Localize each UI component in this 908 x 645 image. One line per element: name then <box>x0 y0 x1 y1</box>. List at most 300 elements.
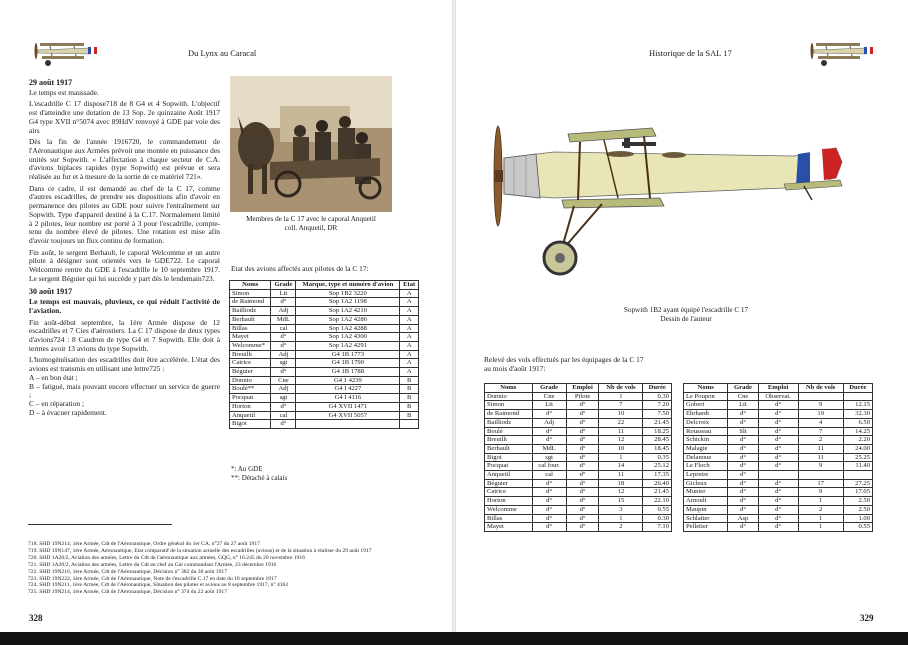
table-cell: 10 <box>599 444 643 453</box>
table-cell: Béguier <box>230 368 271 377</box>
squadron-photo <box>230 76 392 212</box>
table-row <box>230 385 419 394</box>
table-cell: Pilote <box>566 392 599 401</box>
flights-table-pilots <box>484 383 672 532</box>
table-cell: Anquetil <box>485 471 533 480</box>
table-row <box>485 488 672 497</box>
table-cell: 17.35 <box>643 471 672 480</box>
table-cell: A <box>400 298 419 307</box>
table-cell: Bigot <box>230 420 271 429</box>
table-cell: 22 <box>599 418 643 427</box>
table-cell: d° <box>758 418 798 427</box>
table-cell: Pocquat <box>485 462 533 471</box>
table-row <box>485 471 672 480</box>
table-row <box>485 418 672 427</box>
biplane-logo-icon <box>30 38 102 68</box>
table-cell: Slt <box>728 427 758 436</box>
table-row <box>684 488 873 497</box>
table-cell: d° <box>566 401 599 410</box>
table-note: *: Au GDE <box>231 465 263 473</box>
table-row <box>485 497 672 506</box>
table-cell: d° <box>532 479 566 488</box>
footnote: 720. SHD 1A20/2, Aviation des armées, Lettre du Cdt de l'aéronautique aux armées, GQG, n° 16.245 du 20 novembre 1916 <box>28 554 306 561</box>
table-row <box>684 462 873 471</box>
table-cell: Le Floch <box>684 462 728 471</box>
table-cell <box>843 392 872 401</box>
table-cell: 6.50 <box>843 418 872 427</box>
table-cell: Sop 1A2 4288 <box>296 324 400 333</box>
table-row <box>485 392 672 401</box>
table-cell: Arnoult <box>684 497 728 506</box>
table-cell: d° <box>728 444 758 453</box>
footnotes <box>28 541 428 596</box>
table-cell: A <box>400 341 419 350</box>
column-header: Durée <box>843 384 872 393</box>
table-cell: A <box>400 324 419 333</box>
table-cell: Gicleux <box>684 479 728 488</box>
table-cell: d° <box>532 410 566 419</box>
state-legend-item: B – fatigué, mais pouvant encore effectuer un service de guerre ; <box>29 381 220 400</box>
table-cell: d° <box>566 488 599 497</box>
table-cell: Breuilh <box>485 436 533 445</box>
table-cell: Ltt <box>532 401 566 410</box>
table-cell: 18 <box>599 479 643 488</box>
table-cell: Observat. <box>758 392 798 401</box>
table-cell: 1 <box>599 392 643 401</box>
table-cell: Sop 1A2 1198 <box>296 298 400 307</box>
table-cell: d° <box>728 418 758 427</box>
table-cell: d° <box>758 523 798 532</box>
table-cell: Sop 1A2 4286 <box>296 315 400 324</box>
table-row <box>230 359 419 368</box>
paragraph: Fin août-début septembre, la 1ère Armée dispose de 12 escadrilles et 7 Cies d'aérostiers. La C 17 dispose de deux types d'avions724 : 8 Caudron de type G4 et 7 Sopwith. Elle doit à termes avoir 13 avions du type Sopwith. <box>29 317 220 353</box>
table-row <box>230 394 419 403</box>
table-cell: 11 <box>798 444 843 453</box>
table-cell <box>843 471 872 480</box>
table-cell: G4 1 4239 <box>296 376 400 385</box>
table-cell: Ltt <box>271 289 296 298</box>
table-row <box>684 453 873 462</box>
table-cell: d° <box>728 462 758 471</box>
table-row <box>684 427 873 436</box>
table-row <box>485 444 672 453</box>
table-cell: Sop 1A2 4291 <box>296 341 400 350</box>
table-cell: d° <box>566 444 599 453</box>
table-cell: Simon <box>485 401 533 410</box>
column-header: Nb de vols <box>798 384 843 393</box>
column-header: Emploi <box>566 384 599 393</box>
table-cell: d° <box>532 436 566 445</box>
table-cell: 0.30 <box>643 392 672 401</box>
column-header: Grade <box>728 384 758 393</box>
table-cell: 7 <box>599 401 643 410</box>
table-cell: Welcomme* <box>230 341 271 350</box>
table-cell <box>798 392 843 401</box>
table-cell: de Raimond <box>485 410 533 419</box>
footnote-rule <box>28 524 172 525</box>
table-row <box>684 497 873 506</box>
table-cell <box>798 471 843 480</box>
table-cell: d° <box>566 453 599 462</box>
table-cell: Boulé <box>485 427 533 436</box>
table-row <box>684 505 873 514</box>
table-row <box>485 410 672 419</box>
page-number: 328 <box>29 613 43 623</box>
table-cell: d° <box>728 453 758 462</box>
table-cell: Cne <box>271 376 296 385</box>
table-row <box>684 479 873 488</box>
table-cell: Donnio <box>485 392 533 401</box>
table-cell: Donnio <box>230 376 271 385</box>
column-header: Etat <box>400 281 419 290</box>
table-cell: 1 <box>798 523 843 532</box>
table-row <box>684 436 873 445</box>
table-cell: 25.12 <box>643 462 672 471</box>
title-line: Relevé des vols effectués par les équipages de la C 17 <box>484 355 644 364</box>
table-cell: cal four. <box>532 462 566 471</box>
table-row <box>684 410 873 419</box>
table-cell: 7 <box>798 427 843 436</box>
table-cell: 0.35 <box>643 453 672 462</box>
table-cell: Ltt <box>728 401 758 410</box>
table-cell: 2.20 <box>843 436 872 445</box>
table-cell: Berhault <box>485 444 533 453</box>
table-row <box>485 514 672 523</box>
column-header: Grade <box>271 281 296 290</box>
table-cell: Béguier <box>485 479 533 488</box>
table-row <box>230 333 419 342</box>
table-row <box>230 289 419 298</box>
table-note: **: Détaché à calais <box>231 473 288 482</box>
table-row <box>230 350 419 359</box>
paragraph: Fin août, le sergent Berhault, le caporal Welcomme et un autre pilote à désigner sont orientés vers le GDE722. Le caporal Welcomme rentre du GDE à l'escadrille le 10 septembre 1917. Le sergent Béguier qui lui succède y part dès le lendemain723. <box>29 247 220 283</box>
paragraph: Dans ce cadre, il est demandé au chef de la C 17, comme d'autres escadrilles, de prendre ses dispositions afin d'avoir en permanence des pilotes au GDE pour suivre l'entraînement sur Sopwith. Type d'appareil destiné à la C.17. Normalement limité à 2 pilotes, leur nombre est porté à 3 pour l'escadrille, compte-tenu du nombre élevé de pilotes. Une rotation est mise afin d'avoir toujours un flux continu de formation. <box>29 183 220 245</box>
table-cell: Schlatter <box>684 514 728 523</box>
table-cell: 17 <box>798 479 843 488</box>
table-cell: 7.10 <box>643 523 672 532</box>
table-cell: A <box>400 289 419 298</box>
table-cell: Bailliodz <box>485 418 533 427</box>
table-cell: Cne <box>728 392 758 401</box>
table-row <box>230 341 419 350</box>
page-number: 329 <box>860 613 874 623</box>
table-cell: MdL <box>532 444 566 453</box>
table-cell: 25.25 <box>843 453 872 462</box>
table-cell: 11 <box>599 427 643 436</box>
aircraft-table-notes <box>231 465 287 482</box>
table-cell: G4 1B 1788 <box>296 368 400 377</box>
paragraph: Dès la fin de l'année 1916720, le commandement de l'Aéronautique aux Armées prévoit une montée en puissance des unités sur Sopwith. « L'affectation à chaque secteur de C.A. d'avions biplaces rapides (type Sopwith) est prévue et sera réalisée au fur et à mesure de la sortie de ce matériel 721». <box>29 137 220 182</box>
table-cell: d° <box>758 410 798 419</box>
table-cell: d° <box>728 436 758 445</box>
table-cell: 2 <box>798 505 843 514</box>
table-cell: G4 I 4227 <box>296 385 400 394</box>
table-cell: 2 <box>798 436 843 445</box>
aircraft-state-table <box>229 280 419 429</box>
table-cell: Schickin <box>684 436 728 445</box>
column-header: Noms <box>230 281 271 290</box>
table-cell: Mayet <box>230 333 271 342</box>
table-cell: d° <box>758 479 798 488</box>
table-cell: d° <box>728 479 758 488</box>
bottom-bar <box>0 632 908 645</box>
table-cell: Delcroix <box>684 418 728 427</box>
column-header: Noms <box>684 384 728 393</box>
table-cell: G4 1B 1790 <box>296 359 400 368</box>
table-cell: 2.50 <box>843 505 872 514</box>
table-cell: d° <box>271 298 296 307</box>
table-cell: Gobert <box>684 401 728 410</box>
table-cell: sgt <box>271 394 296 403</box>
table-cell: cal <box>271 411 296 420</box>
table-cell: d° <box>271 368 296 377</box>
table-row <box>230 376 419 385</box>
table-cell: 14.25 <box>843 427 872 436</box>
table-cell: 0.55 <box>643 505 672 514</box>
table-cell: B <box>400 411 419 420</box>
table-row <box>230 315 419 324</box>
table-cell: Catrice <box>230 359 271 368</box>
table-cell: d° <box>758 401 798 410</box>
table-cell: 3 <box>599 505 643 514</box>
table-row <box>230 411 419 420</box>
table-cell: d° <box>758 444 798 453</box>
table-cell: sgt <box>532 453 566 462</box>
table-cell: B <box>400 394 419 403</box>
table-cell: 12.15 <box>843 401 872 410</box>
table-cell: A <box>400 307 419 316</box>
table-cell: 27.25 <box>843 479 872 488</box>
table-cell: Breuilh <box>230 350 271 359</box>
table-cell: d° <box>532 514 566 523</box>
table-cell: Sop 1A2 4210 <box>296 307 400 316</box>
table-cell: Sop 1A2 4300 <box>296 333 400 342</box>
table-cell: 1.00 <box>843 514 872 523</box>
flights-table-observers <box>683 383 873 532</box>
table-cell: Adj <box>271 350 296 359</box>
table-cell: Mayet <box>485 523 533 532</box>
table-row <box>485 462 672 471</box>
table-cell: 21.45 <box>643 418 672 427</box>
table-cell: Billas <box>485 514 533 523</box>
sopwith-1b2-drawing <box>484 118 876 288</box>
table-cell: d° <box>566 497 599 506</box>
left-page <box>0 0 452 632</box>
table-cell: 18.45 <box>643 444 672 453</box>
column-header: Marque, type et numéro d'avion <box>296 281 400 290</box>
table-cell: Bigot <box>485 453 533 462</box>
table-cell: d° <box>728 410 758 419</box>
table-cell: cal <box>271 324 296 333</box>
table-cell: Cne <box>532 392 566 401</box>
table-cell: 15 <box>599 497 643 506</box>
table-cell: d° <box>566 514 599 523</box>
table-row <box>684 392 873 401</box>
table-cell: A <box>400 359 419 368</box>
photo-scene <box>230 76 392 212</box>
table-cell: 12 <box>599 436 643 445</box>
table-row <box>684 471 873 480</box>
table-cell: d° <box>532 523 566 532</box>
table-cell: d° <box>271 341 296 350</box>
table-cell: d° <box>532 427 566 436</box>
aircraft-table-title: Etat des avions affectés aux pilotes de la C 17: <box>231 264 369 273</box>
table-cell: Horton <box>485 497 533 506</box>
table-cell: 10 <box>599 410 643 419</box>
table-cell: Malagie <box>684 444 728 453</box>
table-cell: d° <box>728 523 758 532</box>
table-row <box>230 307 419 316</box>
table-cell: 9 <box>798 488 843 497</box>
state-legend-item: A – en bon état ; <box>29 372 78 382</box>
footnote: 719. SHD 19N147, 1ère Armée, Aéronautique, Etat comparatif de la situation actuelle des escadrilles (avions) et de la situation à réaliser du 29 août 1917 <box>28 547 372 554</box>
paragraph: L'escadrille C 17 dispose718 de 8 G4 et 4 Sopwith. L'objectif est d'atteindre une dotation de 13 Sop. 2e quinzaine Août 1917 G4 type XVII n°5074 avec 89HdV renvoyé à GDE par voie des airs <box>29 99 220 135</box>
table-cell: d° <box>758 436 798 445</box>
table-cell: A <box>400 350 419 359</box>
drawing-caption <box>556 306 816 324</box>
table-row <box>230 420 419 429</box>
paragraph: L'homogénéisation des escadrilles doit être accélérée. L'état des avions est transmis en utilisant une lettre725 : <box>29 355 220 374</box>
table-cell: Berhault <box>230 315 271 324</box>
table-cell: G4 1B 1773 <box>296 350 400 359</box>
section-date: 30 août 1917 <box>29 287 73 297</box>
table-cell: Simon <box>230 289 271 298</box>
table-cell: 2 <box>599 523 643 532</box>
table-cell: Horton <box>230 402 271 411</box>
table-cell: A <box>400 368 419 377</box>
table-cell: d° <box>758 488 798 497</box>
table-cell: d° <box>566 471 599 480</box>
running-head: Historique de la SAL 17 <box>649 48 732 58</box>
photo-caption <box>230 215 392 233</box>
table-cell: Adj <box>271 307 296 316</box>
table-cell: 11 <box>798 453 843 462</box>
table-cell: 7.50 <box>643 410 672 419</box>
table-cell: Rousseau <box>684 427 728 436</box>
caption-line: coll. Anquetil, DR <box>284 224 338 232</box>
table-cell: 2.50 <box>843 497 872 506</box>
table-cell: d° <box>758 453 798 462</box>
table-cell: G4 I 4116 <box>296 394 400 403</box>
paragraph: Le temps est maussade. <box>29 87 99 97</box>
footnote: 722. SHD 19N216, 1ère Armée, Cdt de l'Aéronautique, Décision n° 382 du 30 août 1917 <box>28 568 227 575</box>
table-cell: 11 <box>599 471 643 480</box>
table-cell: A <box>400 333 419 342</box>
table-cell: Lepretre <box>684 471 728 480</box>
footnote: 721. SHD 1A20/2, Aviation des armées, Lettre du Cdt en chef au Gal commandant l'Armée, 23 décembre 1916 <box>28 561 277 568</box>
table-row <box>684 418 873 427</box>
table-cell: d° <box>271 402 296 411</box>
table-cell: d° <box>758 514 798 523</box>
running-head: Du Lynx au Caracal <box>188 48 257 58</box>
table-row <box>230 402 419 411</box>
table-cell: 11.40 <box>843 462 872 471</box>
table-row <box>485 479 672 488</box>
table-cell: 28.45 <box>643 436 672 445</box>
table-cell: G4 XVII 5057 <box>296 411 400 420</box>
table-cell: d° <box>532 505 566 514</box>
table-cell: MdL <box>271 315 296 324</box>
table-cell: 9 <box>798 462 843 471</box>
table-cell: 21.45 <box>643 488 672 497</box>
column-header: Noms <box>485 384 533 393</box>
table-cell: 1 <box>599 453 643 462</box>
table-cell: Anquetil <box>230 411 271 420</box>
table-cell: d° <box>758 427 798 436</box>
table-cell: d° <box>532 488 566 497</box>
table-cell: 22.10 <box>643 497 672 506</box>
table-row <box>684 523 873 532</box>
table-cell: 0.30 <box>643 514 672 523</box>
table-cell: Billas <box>230 324 271 333</box>
caption-line: Dessin de l'auteur <box>660 315 712 323</box>
table-cell: 19 <box>798 410 843 419</box>
table-cell <box>758 471 798 480</box>
table-cell: d° <box>271 420 296 429</box>
table-cell: d° <box>758 505 798 514</box>
column-header: Grade <box>532 384 566 393</box>
left-text-column <box>29 79 220 417</box>
table-cell: 17.05 <box>843 488 872 497</box>
table-cell: Adj <box>271 385 296 394</box>
title-line: au mois d'août 1917: <box>484 364 546 373</box>
table-cell: d° <box>566 479 599 488</box>
table-cell: Maupin <box>684 505 728 514</box>
table-cell: 18.25 <box>643 427 672 436</box>
table-cell: d° <box>728 505 758 514</box>
table-cell: Boulé** <box>230 385 271 394</box>
state-legend-item: D – à évacuer rapidement. <box>29 407 107 417</box>
table-cell: 32.30 <box>843 410 872 419</box>
weather-summary: Le temps est mauvais, pluvieux, ce qui réduit l'activité de l'aviation. <box>29 297 220 315</box>
state-legend-item: C – en réparation ; <box>29 398 85 408</box>
table-cell: sgt <box>271 359 296 368</box>
table-cell: B <box>400 402 419 411</box>
table-cell: Pocquat <box>230 394 271 403</box>
biplane-logo-icon <box>806 38 878 68</box>
table-cell: Catrice <box>485 488 533 497</box>
table-row <box>485 436 672 445</box>
footnote: 718. SHD 19N214, 1ère Armée, Cdt de l'Aéronautique, Ordre général du 1er CA, n°27 du 27 août 1917 <box>28 541 260 547</box>
caption-line: Membres de la C 17 avec le caporal Anquetil <box>246 215 376 223</box>
table-cell: 1 <box>798 514 843 523</box>
table-cell: 9 <box>798 401 843 410</box>
table-cell: 7.20 <box>643 401 672 410</box>
table-cell: Welcomme <box>485 505 533 514</box>
table-row <box>230 368 419 377</box>
table-cell: 4 <box>798 418 843 427</box>
column-header: Durée <box>643 384 672 393</box>
table-cell: Munier <box>684 488 728 497</box>
table-cell: Sop 1B2 3220 <box>296 289 400 298</box>
table-row <box>485 427 672 436</box>
table-cell: d° <box>566 410 599 419</box>
table-cell: d° <box>566 418 599 427</box>
table-row <box>230 298 419 307</box>
table-row <box>684 444 873 453</box>
table-row <box>485 505 672 514</box>
table-cell: d° <box>758 497 798 506</box>
column-header: Nb de vols <box>599 384 643 393</box>
table-cell: Le Poupon <box>684 392 728 401</box>
table-cell: 24.00 <box>843 444 872 453</box>
table-cell: B <box>400 385 419 394</box>
table-row <box>485 523 672 532</box>
table-row <box>485 401 672 410</box>
table-row <box>230 324 419 333</box>
table-cell: 12 <box>599 488 643 497</box>
footnote: 725. SHD 19N214, 1ère Armée, Cdt de l'Aéronautique, Décision n° 374 du 22 août 1917 <box>28 589 227 596</box>
